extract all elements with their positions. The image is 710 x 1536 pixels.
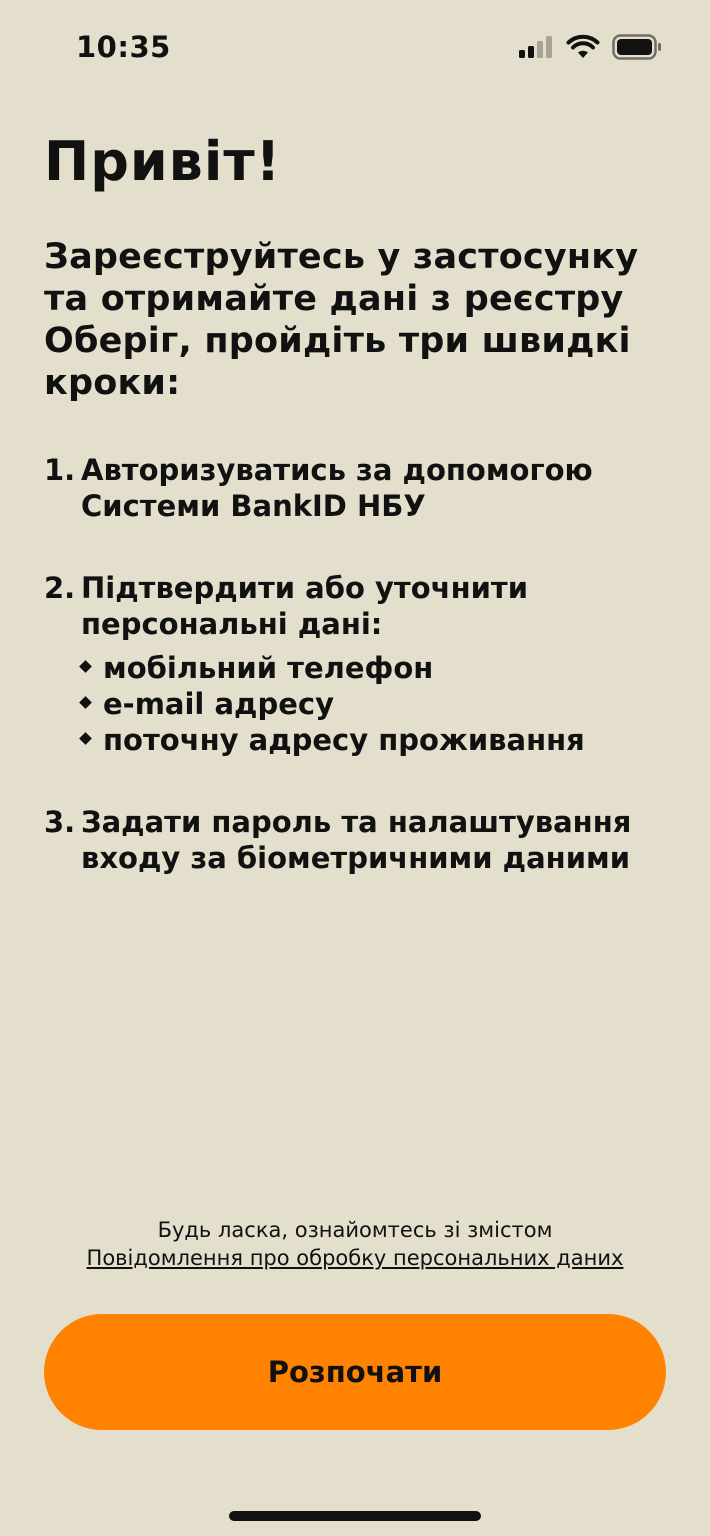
home-indicator bbox=[229, 1511, 481, 1521]
intro-text: Зареєструйтесь у застосунку та отримайте дані з реєстру Оберіг, пройдіть три швидкі кроки: bbox=[44, 237, 639, 403]
bullet-text: мобільний телефон bbox=[103, 651, 434, 685]
step-3 bbox=[44, 804, 684, 876]
signal-icon bbox=[519, 36, 555, 58]
step-number: 3. bbox=[44, 805, 76, 839]
status-bar bbox=[0, 0, 710, 95]
status-time: 10:35 bbox=[76, 30, 171, 64]
step-2 bbox=[44, 570, 684, 758]
step-text: Авторизуватись за допомогою Системи BankID НБУ bbox=[81, 453, 593, 523]
privacy-policy-link[interactable]: Повідомлення про обробку персональних даних bbox=[86, 1246, 624, 1270]
list-item bbox=[81, 650, 684, 686]
step-1 bbox=[44, 452, 684, 524]
greeting-title: Привіт! bbox=[44, 130, 282, 193]
start-button[interactable]: Розпочати bbox=[44, 1314, 666, 1430]
steps-list bbox=[44, 452, 684, 876]
diamond-bullet-icon bbox=[79, 660, 92, 673]
diamond-bullet-icon bbox=[79, 732, 92, 745]
notice-text: Будь ласка, ознайомтесь зі змістом bbox=[157, 1218, 553, 1242]
list-item bbox=[81, 722, 684, 758]
privacy-notice bbox=[0, 1216, 710, 1272]
step-text: Підтвердити або уточнити персональні дані: bbox=[81, 571, 529, 641]
bullet-text: e-mail адресу bbox=[103, 687, 334, 721]
list-item bbox=[81, 686, 684, 722]
wifi-icon bbox=[566, 34, 600, 58]
step-text: Задати пароль та налаштування входу за біометричними даними bbox=[81, 805, 632, 875]
step-number: 2. bbox=[44, 571, 76, 605]
bullet-text: поточну адресу проживання bbox=[103, 723, 585, 757]
diamond-bullet-icon bbox=[79, 696, 92, 709]
personal-data-list bbox=[81, 650, 684, 758]
step-number: 1. bbox=[44, 453, 76, 487]
battery-icon bbox=[612, 34, 662, 60]
